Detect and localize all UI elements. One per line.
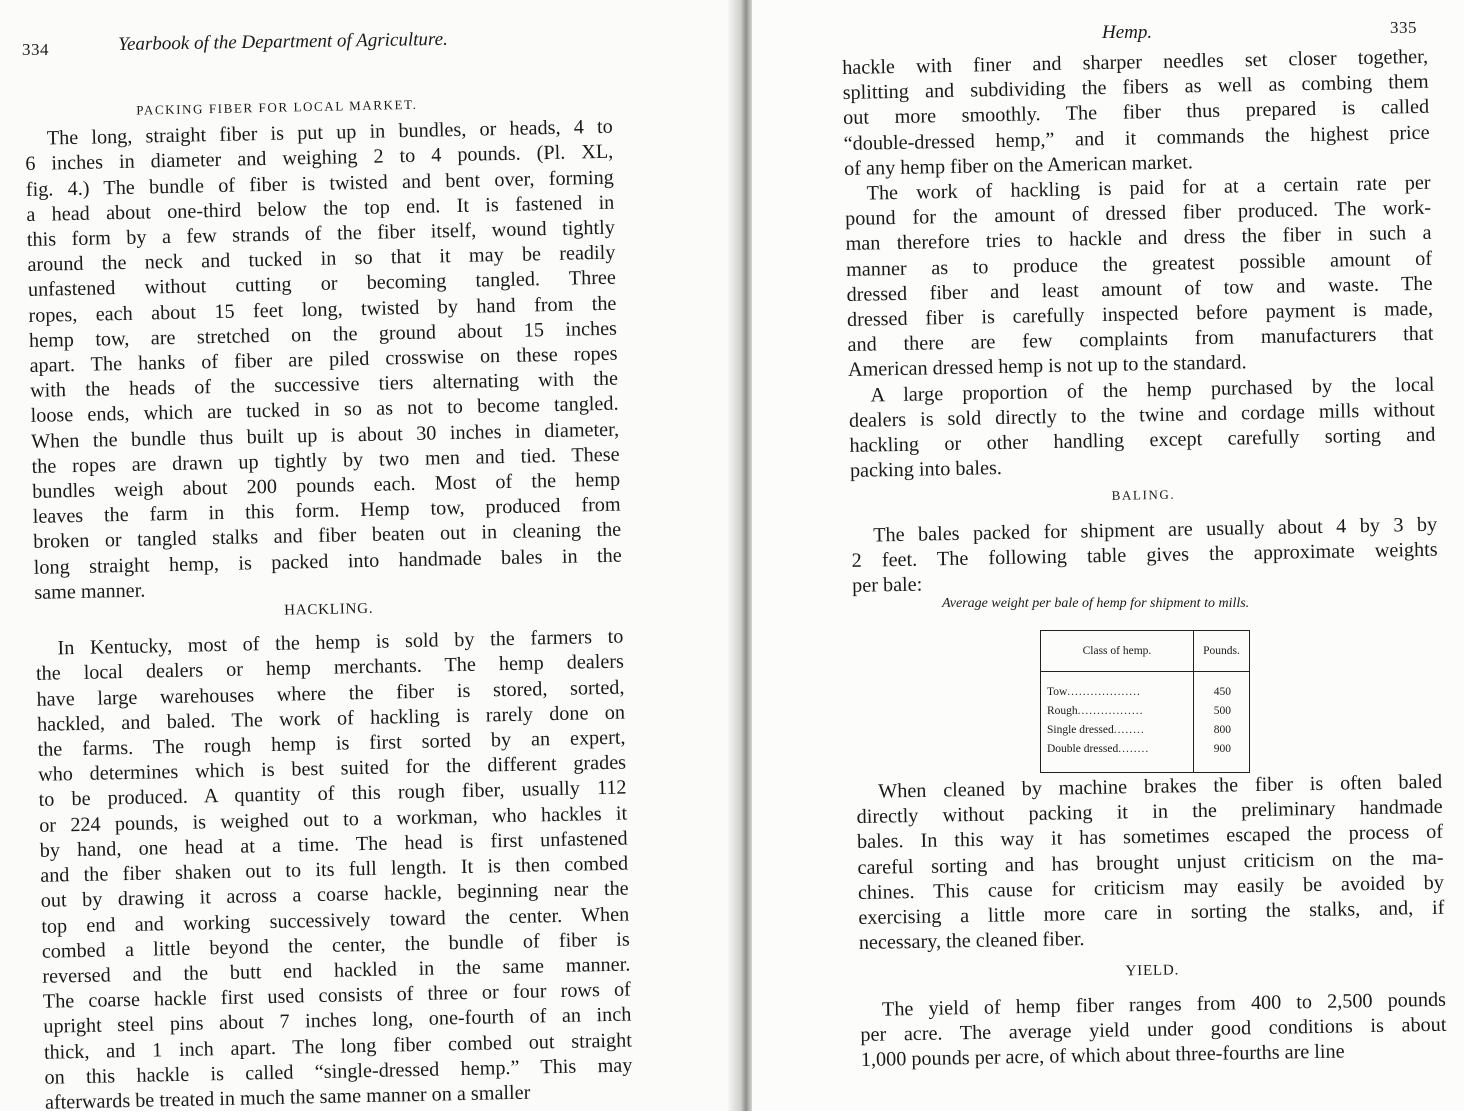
text-line: 6 inches in diameter and weighing 2 to 4 pounds. (Pl. XL, bbox=[25, 141, 614, 176]
page-number-left: 334 bbox=[22, 40, 49, 59]
text-line: or 224 pounds, is weighed out to a workman, who hackles it bbox=[38, 802, 628, 837]
text-line: bundles weigh about 200 pounds each. Most of the hemp bbox=[31, 468, 621, 503]
table-header-row bbox=[1041, 631, 1250, 672]
table-caption: Average weight per bale of hemp for shipment to mills. bbox=[942, 596, 1250, 611]
paragraph-hackling bbox=[35, 625, 633, 1116]
text-line: per bale: bbox=[851, 573, 923, 597]
text-line: upright steel pins about 7 inches long, one-fourth of an inch bbox=[43, 1003, 632, 1039]
text-line: and there are few complaints from manufacturers that bbox=[847, 322, 1434, 357]
text-line: dressed fiber and least amount of tow and waste. The bbox=[846, 272, 1433, 306]
text-line: the local dealers or hemp merchants. The hemp dealers bbox=[35, 651, 625, 686]
text-line: dressed fiber is carefully inspected before payment is made, bbox=[846, 297, 1434, 331]
text-line: this form by a few strands of the fiber itself, wound tightly bbox=[26, 216, 616, 251]
right-lower-text-block bbox=[856, 770, 1447, 1073]
text-line: afterwards be treated in much the same manner on a smaller bbox=[44, 1081, 531, 1114]
text-line: hemp tow, are stretched on the ground about 15 inches bbox=[28, 317, 618, 352]
table-header-pounds: Pounds. bbox=[1193, 631, 1249, 672]
text-line: The work of hackling is paid for at a certain rate per bbox=[866, 171, 1431, 205]
paragraph-continuation bbox=[842, 45, 1430, 182]
text-line: out more smoothly. The fiber thus prepared is called bbox=[842, 96, 1430, 130]
text-line: hackling or other handling except carefully sorting and bbox=[849, 423, 1436, 457]
text-line: combed a little beyond the center, the bundle of fiber is bbox=[41, 928, 630, 963]
cell-pounds: 900 bbox=[1213, 742, 1231, 755]
text-line: broken or tangled stalks and fiber beaten out in cleaning the bbox=[33, 519, 622, 554]
page-number-right: 335 bbox=[1390, 18, 1417, 37]
text-line: loose ends, which are tucked in so as not to become tangled. bbox=[30, 393, 619, 428]
text-line: A large proportion of the hemp purchased by the local bbox=[870, 373, 1435, 407]
text-line: who determines which is best suited for the different grades bbox=[37, 751, 627, 787]
text-line: In Kentucky, most of the hemp is sold by the farmers to bbox=[57, 625, 624, 660]
table-header-class: Class of hemp. bbox=[1041, 631, 1194, 672]
table-row bbox=[1041, 739, 1250, 773]
text-line: hackle with finer and sharper needles set closer together, bbox=[842, 45, 1429, 79]
text-line: to be produced. A quantity of this rough fiber, usually 112 bbox=[38, 777, 627, 812]
cell-class: Rough................. bbox=[1041, 701, 1194, 720]
paragraph-packing bbox=[25, 115, 623, 606]
text-line: manner as to produce the greatest possible amount of bbox=[845, 247, 1433, 281]
table-row bbox=[1041, 701, 1250, 720]
text-line: exercising a little more care in sorting the stalks, and, if bbox=[858, 896, 1445, 929]
text-line: reversed and the butt end hackled in the same manner. bbox=[42, 953, 631, 988]
text-line: have large warehouses where the fiber is stored, sorted, bbox=[36, 676, 625, 711]
text-line: per acre. The average yield under good conditions is about bbox=[860, 1013, 1447, 1046]
text-line: fig. 4.) The bundle of fiber is twisted and bent over, forming bbox=[25, 166, 614, 201]
text-line: 1,000 pounds per acre, of which about three-fourths are line bbox=[860, 1040, 1345, 1071]
running-head-left: Yearbook of the Department of Agriculture. bbox=[118, 28, 448, 55]
text-line: the ropes are drawn up tightly by two men and tied. These bbox=[31, 443, 620, 478]
text-line: ropes, each about 15 feet long, twisted by hand from the bbox=[28, 292, 617, 327]
paragraph-sold-direct bbox=[848, 372, 1436, 484]
text-line: long straight hemp, is packed into handmade bales in the bbox=[33, 544, 622, 579]
text-line: thick, and 1 inch apart. The long fiber combed out straight bbox=[43, 1028, 633, 1064]
text-line: “double-dressed hemp,” and it commands the highest price bbox=[843, 121, 1430, 155]
heading-baling: BALING. bbox=[1111, 487, 1176, 504]
text-line: unfastened without cutting or becoming tangled. Three bbox=[27, 267, 617, 302]
table-row bbox=[1041, 672, 1250, 702]
text-line: directly without packing it in the preliminary handmade bbox=[856, 795, 1443, 829]
heading-hackling: HACKLING. bbox=[283, 600, 374, 619]
bale-weight-table bbox=[1040, 630, 1250, 773]
text-line: dealers is sold directly to the twine and cordage mills without bbox=[848, 398, 1436, 432]
paragraph-baling bbox=[851, 512, 1438, 599]
text-line: American dressed hemp is not up to the standard. bbox=[847, 351, 1247, 382]
text-line: around the neck and tucked in so that it may be readily bbox=[27, 241, 616, 277]
paragraph-machine-brakes bbox=[856, 770, 1445, 957]
left-text-block bbox=[24, 88, 633, 1116]
text-line: careful sorting and has brought unjust criticism on the ma- bbox=[857, 846, 1444, 879]
cell-pounds: 800 bbox=[1213, 723, 1231, 736]
text-line: necessary, the cleaned fiber. bbox=[858, 928, 1085, 955]
text-line: man therefore tries to hackle and dress the fiber in such a bbox=[845, 222, 1432, 256]
text-line: by hand, one head at a time. The head is first unfastened bbox=[39, 827, 628, 862]
cell-pounds: 450 bbox=[1213, 685, 1231, 698]
paragraph-yield bbox=[860, 987, 1447, 1073]
text-line: 2 feet. The following table gives the approximate weights bbox=[851, 538, 1438, 572]
text-line: top end and working successively toward the center. When bbox=[41, 903, 630, 938]
text-line: leaves the farm in this form. Hemp tow, produced from bbox=[32, 493, 621, 529]
paragraph-hackling-pay bbox=[844, 171, 1434, 384]
cell-class: Tow................... bbox=[1041, 672, 1194, 702]
cell-class: Single dressed........ bbox=[1041, 720, 1194, 739]
heading-packing: PACKING FIBER FOR LOCAL MARKET. bbox=[136, 96, 418, 118]
text-line: pound for the amount of dressed fiber produced. The work- bbox=[844, 196, 1432, 231]
cell-class: Double dressed........ bbox=[1041, 739, 1194, 773]
text-line: same manner. bbox=[34, 579, 146, 604]
right-text-block bbox=[842, 45, 1438, 599]
text-line: The coarse hackle first used consists of three or four rows of bbox=[42, 978, 631, 1013]
text-line: out by drawing it across a coarse hackle, beginning near the bbox=[40, 877, 629, 913]
text-line: When cleaned by machine brakes the fiber is often baled bbox=[878, 770, 1443, 803]
text-line: with the heads of the successive tiers alternating with the bbox=[29, 367, 619, 403]
text-line: apart. The hanks of fiber are piled crosswise on these ropes bbox=[29, 342, 618, 377]
text-line: hackled, and baled. The work of hackling is rarely done on bbox=[36, 701, 626, 736]
cell-pounds: 500 bbox=[1213, 704, 1231, 717]
text-line: chines. This cause for criticism may easily be avoided by bbox=[857, 871, 1445, 904]
text-line: the farms. The rough hemp is first sorted by an expert, bbox=[37, 726, 626, 761]
text-line: and the fiber shaken out to its full length. It is then combed bbox=[40, 852, 629, 887]
text-line: on this hackle is called “single-dressed hemp.” This may bbox=[44, 1054, 633, 1089]
text-line: splitting and subdividing the fibers as well as combing them bbox=[842, 70, 1429, 105]
running-head-right: Hemp. bbox=[1102, 22, 1153, 43]
table-row bbox=[1041, 720, 1250, 739]
text-line: The yield of hemp fiber ranges from 400 to 2,500 pounds bbox=[881, 988, 1447, 1021]
text-line: of any hemp fiber on the American market. bbox=[843, 151, 1193, 180]
text-line: bales. In this way it has sometimes escaped the process of bbox=[856, 821, 1444, 854]
heading-yield: YIELD. bbox=[1125, 962, 1180, 980]
text-line: When the bundle thus built up is about 30 inches in diameter, bbox=[30, 418, 620, 453]
text-line: The bales packed for shipment are usually about 4 by 3 by bbox=[872, 513, 1438, 547]
text-line: a head about one-third below the top end. It is fastened in bbox=[26, 191, 615, 226]
text-line: packing into bales. bbox=[849, 457, 1003, 483]
text-line: The long, straight fiber is put up in bundles, or heads, 4 to bbox=[46, 115, 613, 150]
